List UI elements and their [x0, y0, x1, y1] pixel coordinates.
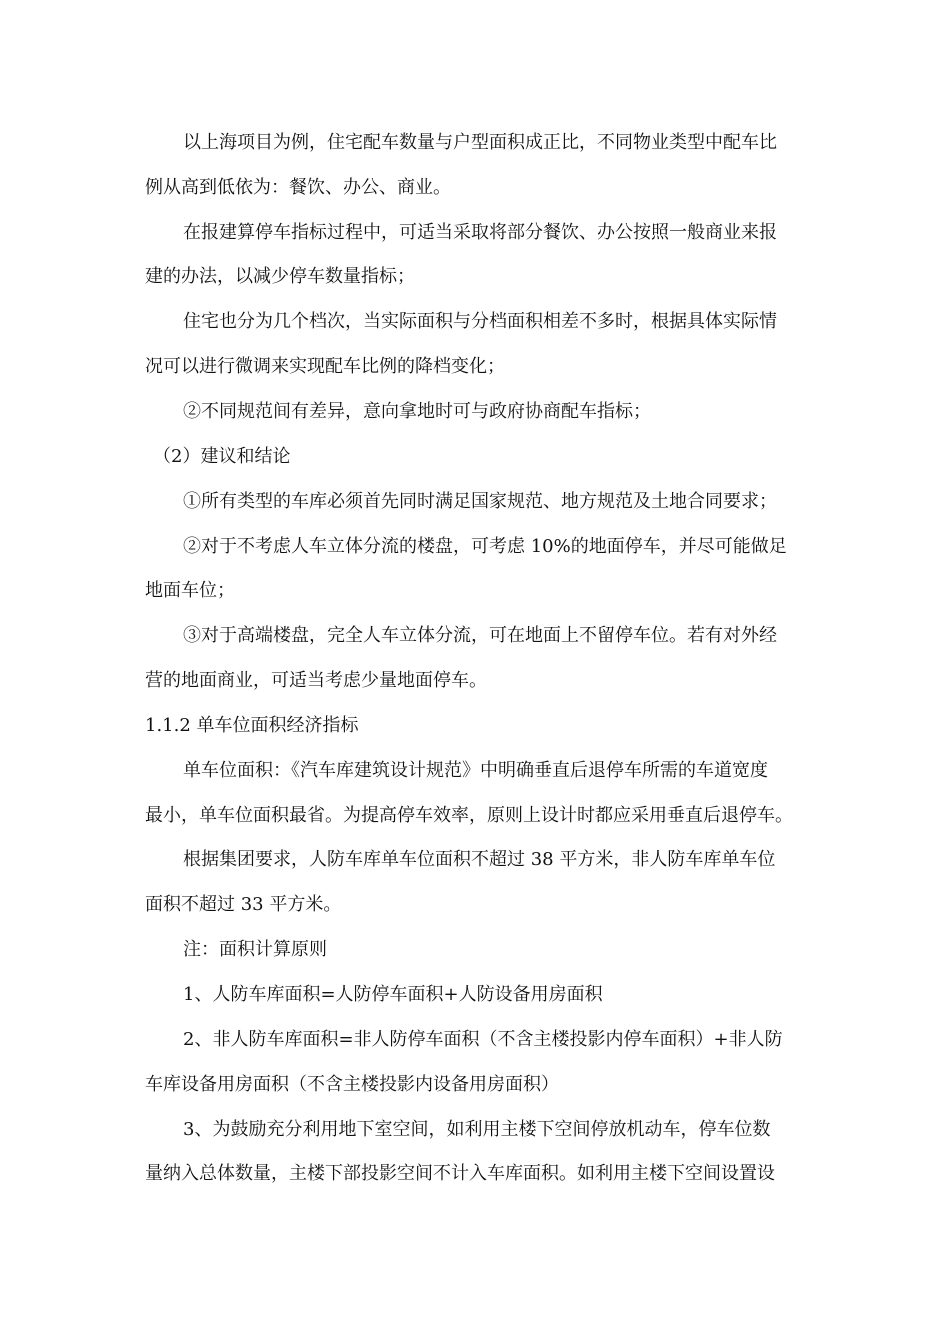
paragraph-line: 根据集团要求，人防车库单车位面积不超过 38 平方米，非人防车库单车位 — [183, 849, 776, 870]
note-heading: 注：面积计算原则 — [183, 939, 327, 960]
paragraph-line: 车库设备用房面积（不含主楼投影内设备用房面积） — [145, 1074, 559, 1095]
paragraph-line: 量纳入总体数量，主楼下部投影空间不计入车库面积。如利用主楼下空间设置设 — [145, 1163, 775, 1184]
paragraph-line: 例从高到低依为：餐饮、办公、商业。 — [145, 177, 451, 198]
section-heading: （2）建议和结论 — [153, 446, 291, 467]
paragraph-line: 2、非人防车库面积=非人防停车面积（不含主楼投影内停车面积）+非人防 — [183, 1029, 783, 1050]
section-heading: 1.1.2 单车位面积经济指标 — [145, 715, 359, 736]
paragraph-line: 以上海项目为例，住宅配车数量与户型面积成正比，不同物业类型中配车比 — [183, 132, 777, 153]
paragraph-line: ③对于高端楼盘，完全人车立体分流，可在地面上不留停车位。若有对外经 — [183, 625, 777, 646]
paragraph-line: 面积不超过 33 平方米。 — [145, 894, 342, 915]
paragraph-line: 建的办法，以减少停车数量指标； — [145, 266, 415, 287]
paragraph-line: 1、人防车库面积=人防停车面积+人防设备用房面积 — [183, 984, 603, 1005]
paragraph-line: 单车位面积：《汽车库建筑设计规范》中明确垂直后退停车所需的车道宽度 — [183, 760, 768, 781]
paragraph-line: ②对于不考虑人车立体分流的楼盘，可考虑 10%的地面停车，并尽可能做足 — [183, 536, 787, 557]
paragraph-line: 地面车位； — [145, 580, 235, 601]
paragraph-line: 3、为鼓励充分利用地下室空间，如利用主楼下空间停放机动车，停车位数 — [183, 1119, 771, 1140]
paragraph-line: ①所有类型的车库必须首先同时满足国家规范、地方规范及土地合同要求； — [183, 491, 777, 512]
paragraph-line: 最小，单车位面积最省。为提高停车效率，原则上设计时都应采用垂直后退停车。 — [145, 805, 793, 826]
paragraph-line: 况可以进行微调来实现配车比例的降档变化； — [145, 356, 505, 377]
paragraph-line: 在报建算停车指标过程中，可适当采取将部分餐饮、办公按照一般商业来报 — [183, 222, 777, 243]
paragraph-line: ②不同规范间有差异，意向拿地时可与政府协商配车指标； — [183, 401, 651, 422]
paragraph-line: 营的地面商业，可适当考虑少量地面停车。 — [145, 670, 487, 691]
paragraph-line: 住宅也分为几个档次，当实际面积与分档面积相差不多时，根据具体实际情 — [183, 311, 777, 332]
